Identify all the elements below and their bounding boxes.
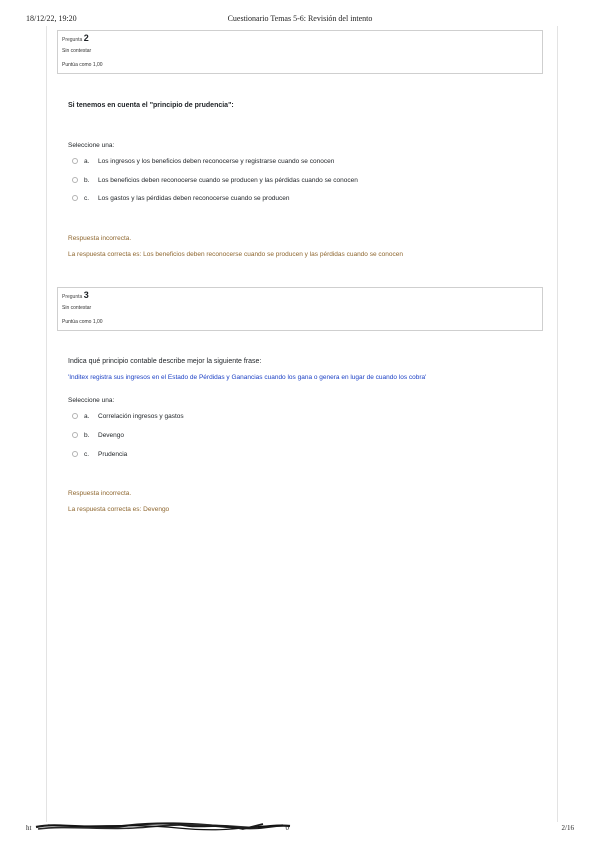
print-date: 18/12/22, 19:20 xyxy=(26,14,77,23)
correct-answer: La respuesta correcta es: Los beneficios deben reconocerse cuando se producen y las pérdidas cuando se conocen xyxy=(68,251,403,258)
print-title: Cuestionario Temas 5-6: Revisión del intento xyxy=(227,14,373,23)
print-header xyxy=(0,14,600,26)
question-text: Si tenemos en cuenta el "principio de prudencia": xyxy=(68,102,234,109)
option-text: Devengo xyxy=(98,431,125,439)
feedback-incorrect: Respuesta incorrecta. xyxy=(68,235,132,242)
option-text: Correlación ingresos y gastos xyxy=(98,412,184,420)
question-grade: Puntúa como 1,00 xyxy=(62,62,103,68)
correct-answer: La respuesta correcta es: Devengo xyxy=(68,506,170,513)
answer-prompt: Seleccione una: xyxy=(68,142,115,149)
option-text: Los gastos y las pérdidas deben reconocerse cuando se producen xyxy=(98,194,290,202)
radio-button[interactable] xyxy=(72,432,78,438)
radio-button[interactable] xyxy=(72,177,78,183)
question-label: Pregunta xyxy=(62,37,83,43)
answer-option-c[interactable] xyxy=(72,193,290,203)
option-letter: a. xyxy=(84,412,90,420)
answer-option-b[interactable] xyxy=(72,175,358,185)
redaction-scribble-icon xyxy=(28,818,298,834)
question-info-3 xyxy=(57,287,543,331)
feedback-incorrect: Respuesta incorrecta. xyxy=(68,490,132,497)
option-letter: b. xyxy=(84,431,90,439)
radio-button[interactable] xyxy=(72,413,78,419)
radio-button[interactable] xyxy=(72,195,78,201)
question-state: Sin contestar xyxy=(62,305,92,311)
question-number xyxy=(62,290,89,300)
question-number-value: 3 xyxy=(83,290,89,300)
option-text: Los beneficios deben reconocerse cuando se producen y las pérdidas cuando se conocen xyxy=(98,176,358,184)
question-grade: Puntúa como 1,00 xyxy=(62,319,103,325)
answer-option-a[interactable] xyxy=(72,411,184,421)
option-letter: a. xyxy=(84,157,90,165)
question-number-value: 2 xyxy=(83,33,89,43)
option-letter: c. xyxy=(84,450,90,458)
radio-button[interactable] xyxy=(72,451,78,457)
question-text: Indica qué principio contable describe mejor la siguiente frase: xyxy=(68,358,262,365)
question-info-2 xyxy=(57,30,543,74)
question-state: Sin contestar xyxy=(62,48,92,54)
option-letter: c. xyxy=(84,194,90,202)
url-end: 0 xyxy=(285,824,289,832)
question-number xyxy=(62,33,89,43)
answer-option-c[interactable] xyxy=(72,449,127,459)
question-label: Pregunta xyxy=(62,294,83,300)
option-text: Prudencia xyxy=(98,450,128,458)
page-count: 2/16 xyxy=(561,824,574,832)
page-frame xyxy=(46,26,558,822)
answer-option-b[interactable] xyxy=(72,430,124,440)
question-quote: 'Inditex registra sus ingresos en el Estado de Pérdidas y Ganancias cuando los gana o genera en lugar de cuando los cobra' xyxy=(68,374,427,381)
option-letter: b. xyxy=(84,176,90,184)
answer-prompt: Seleccione una: xyxy=(68,397,115,404)
answer-option-a[interactable] xyxy=(72,156,334,166)
url-start: ht xyxy=(26,824,32,832)
option-text: Los ingresos y los beneficios deben reconocerse y registrarse cuando se conocen xyxy=(98,157,335,165)
radio-button[interactable] xyxy=(72,158,78,164)
